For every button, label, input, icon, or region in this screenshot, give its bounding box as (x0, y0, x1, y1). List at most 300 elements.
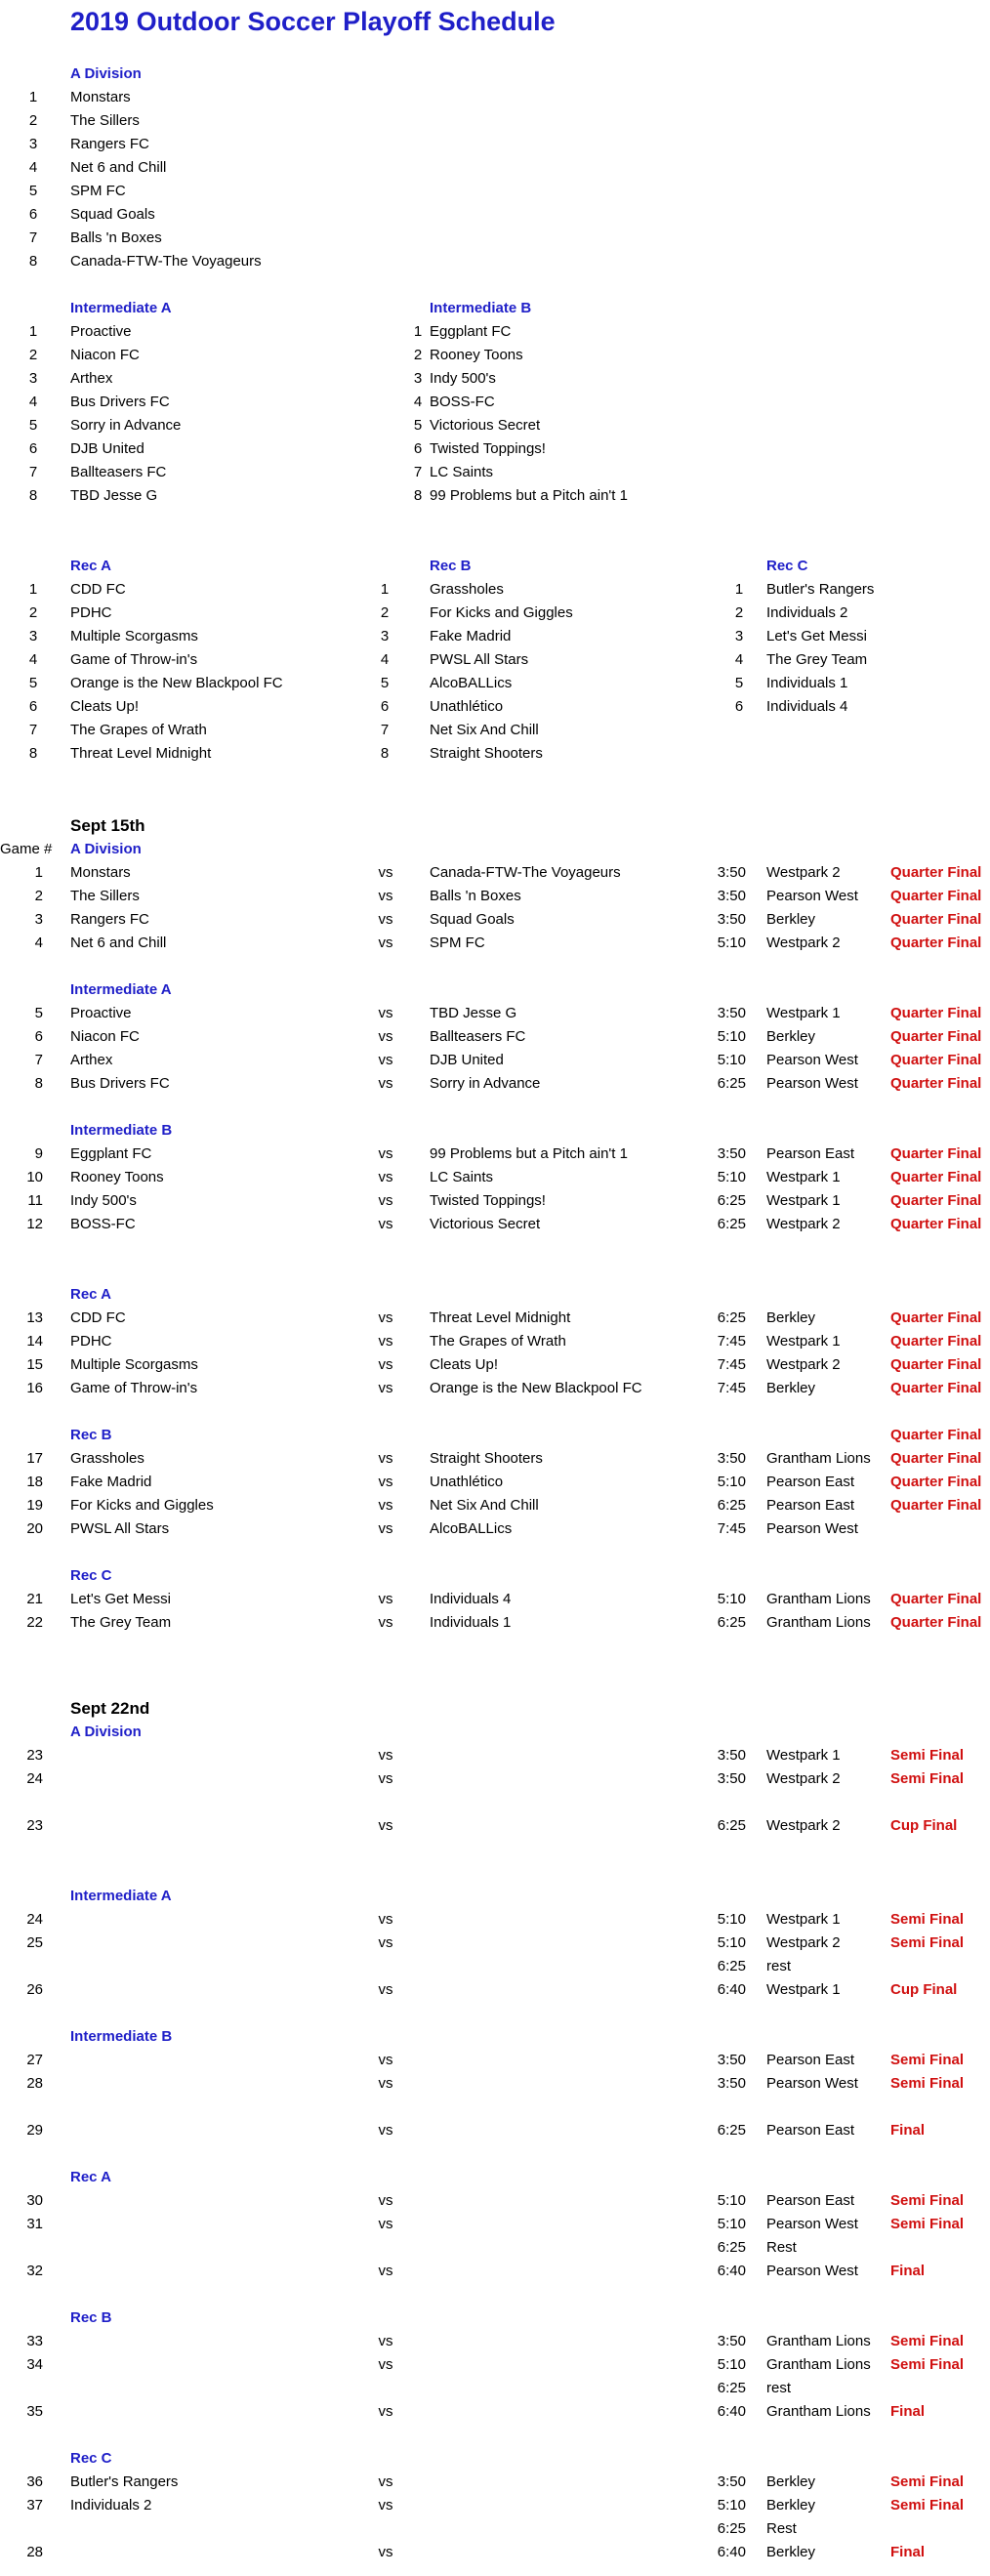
division-header: Rec B (70, 2309, 112, 2326)
vs-label: vs (378, 888, 393, 904)
vs-label: vs (378, 2263, 393, 2279)
division-header: Intermediate B (70, 2028, 173, 2045)
game-number: 27 (26, 2052, 43, 2068)
game-number: 20 (26, 1520, 43, 1537)
field-name: Grantham Lions (766, 2403, 871, 2420)
field-name: Berkley (766, 1309, 816, 1326)
game-number: 29 (26, 2122, 43, 2139)
game-time: 5:10 (717, 1934, 746, 1951)
game-time: 3:50 (717, 864, 746, 881)
home-team: Eggplant FC (70, 1145, 152, 1162)
field-name: Pearson East (766, 1497, 855, 1514)
home-team: The Sillers (70, 888, 140, 904)
game-time: 3:50 (717, 2333, 746, 2349)
game-time: 7:45 (717, 1333, 746, 1350)
game-time: 6:25 (717, 1497, 746, 1514)
field-name: Berkley (766, 2544, 816, 2560)
away-team: SPM FC (430, 935, 485, 951)
seed-number: 8 (380, 745, 390, 762)
seed-number: 8 (28, 253, 38, 270)
field-name: Westpark 2 (766, 935, 841, 951)
field-name: Westpark 2 (766, 1817, 841, 1834)
game-time: 3:50 (717, 888, 746, 904)
game-number: 24 (26, 1770, 43, 1787)
round-label: Quarter Final (890, 1427, 982, 1443)
seed-number: 4 (380, 651, 390, 668)
seed-number: 6 (734, 698, 744, 715)
game-number: 3 (34, 911, 43, 928)
round-label: Cup Final (890, 1981, 958, 1998)
field-name: Berkley (766, 1028, 816, 1045)
round-label: Semi Final (890, 2473, 965, 2490)
vs-label: vs (378, 1934, 393, 1951)
game-number: 30 (26, 2192, 43, 2209)
vs-label: vs (378, 911, 393, 928)
field-name: Grantham Lions (766, 1591, 871, 1607)
home-team: Bus Drivers FC (70, 1075, 170, 1092)
away-team: AlcoBALLics (430, 1520, 513, 1537)
home-team: Multiple Scorgasms (70, 1356, 198, 1373)
round-label: Cup Final (890, 1817, 958, 1834)
game-number: 23 (26, 1817, 43, 1834)
game-number: 31 (26, 2216, 43, 2232)
home-team: Game of Throw-in's (70, 1380, 198, 1396)
home-team: Net 6 and Chill (70, 935, 167, 951)
field-name: Westpark 1 (766, 1005, 841, 1021)
seed-number: 2 (413, 347, 423, 363)
game-number: 10 (26, 1169, 43, 1185)
game-time: 6:25 (717, 2520, 746, 2537)
home-team: The Grey Team (70, 1614, 172, 1631)
seed-team-name: LC Saints (430, 464, 494, 480)
vs-label: vs (378, 1474, 393, 1490)
away-team: The Grapes of Wrath (430, 1333, 566, 1350)
field-name: rest (766, 2380, 792, 2396)
seed-number: 6 (28, 206, 38, 223)
round-label: Semi Final (890, 1770, 965, 1787)
game-number: 17 (26, 1450, 43, 1467)
game-time: 5:10 (717, 1169, 746, 1185)
vs-label: vs (378, 1981, 393, 1998)
round-label: Quarter Final (890, 1192, 982, 1209)
vs-label: vs (378, 1216, 393, 1232)
seed-number: 7 (28, 464, 38, 480)
seed-number: 3 (28, 628, 38, 644)
game-number: 34 (26, 2356, 43, 2373)
round-label: Quarter Final (890, 864, 982, 881)
round-label: Quarter Final (890, 888, 982, 904)
vs-label: vs (378, 2075, 393, 2092)
game-time: 5:10 (717, 2356, 746, 2373)
seed-number: 6 (28, 698, 38, 715)
home-team: PWSL All Stars (70, 1520, 170, 1537)
away-team: Twisted Toppings! (430, 1192, 546, 1209)
round-label: Quarter Final (890, 1333, 982, 1350)
vs-label: vs (378, 2356, 393, 2373)
seed-number: 6 (413, 440, 423, 457)
home-team: Rangers FC (70, 911, 149, 928)
home-team: Individuals 2 (70, 2497, 152, 2514)
away-team: Net Six And Chill (430, 1497, 539, 1514)
vs-label: vs (378, 1497, 393, 1514)
division-header: Intermediate A (70, 1888, 172, 1904)
field-name: rest (766, 1958, 792, 1974)
seed-team-name: Individuals 4 (766, 698, 848, 715)
seed-number: 3 (28, 136, 38, 152)
field-name: Berkley (766, 911, 816, 928)
vs-label: vs (378, 864, 393, 881)
field-name: Westpark 2 (766, 1216, 841, 1232)
seed-team-name: Individuals 1 (766, 675, 848, 691)
seed-number: 8 (28, 745, 38, 762)
game-number: 15 (26, 1356, 43, 1373)
field-name: Berkley (766, 1380, 816, 1396)
seed-team-name: BOSS-FC (430, 394, 495, 410)
game-number-header: Game # (0, 841, 53, 857)
seed-team-name: Indy 500's (430, 370, 496, 387)
away-team: 99 Problems but a Pitch ain't 1 (430, 1145, 628, 1162)
vs-label: vs (378, 1075, 393, 1092)
game-number: 21 (26, 1591, 43, 1607)
game-time: 7:45 (717, 1520, 746, 1537)
away-team: Unathlético (430, 1474, 504, 1490)
away-team: Sorry in Advance (430, 1075, 541, 1092)
game-time: 3:50 (717, 1450, 746, 1467)
vs-label: vs (378, 2052, 393, 2068)
away-team: Ballteasers FC (430, 1028, 526, 1045)
seed-team-name: Let's Get Messi (766, 628, 867, 644)
round-label: Quarter Final (890, 1474, 982, 1490)
home-team: Monstars (70, 864, 131, 881)
round-label: Semi Final (890, 1747, 965, 1764)
seed-number: 7 (413, 464, 423, 480)
seed-team-name: Game of Throw-in's (70, 651, 198, 668)
round-label: Quarter Final (890, 1591, 982, 1607)
seed-number: 7 (28, 229, 38, 246)
field-name: Westpark 1 (766, 1911, 841, 1928)
round-label: Final (890, 2544, 926, 2560)
division-header: A Division (70, 65, 142, 82)
field-name: Westpark 1 (766, 1981, 841, 1998)
away-team: Canada-FTW-The Voyageurs (430, 864, 621, 881)
division-header: Rec A (70, 1286, 111, 1303)
home-team: Niacon FC (70, 1028, 140, 1045)
seed-number: 1 (28, 581, 38, 598)
seed-team-name: Squad Goals (70, 206, 155, 223)
seed-team-name: SPM FC (70, 183, 126, 199)
seed-team-name: For Kicks and Giggles (430, 604, 573, 621)
division-header: Rec C (70, 2450, 112, 2467)
seed-team-name: Rooney Toons (430, 347, 523, 363)
game-number: 12 (26, 1216, 43, 1232)
field-name: Pearson East (766, 2052, 855, 2068)
vs-label: vs (378, 1028, 393, 1045)
seed-team-name: Unathlético (430, 698, 504, 715)
game-time: 6:25 (717, 1614, 746, 1631)
seed-team-name: Straight Shooters (430, 745, 543, 762)
division-header: Rec A (70, 558, 111, 574)
seed-team-name: Cleats Up! (70, 698, 140, 715)
field-name: Pearson West (766, 2216, 858, 2232)
home-team: Let's Get Messi (70, 1591, 171, 1607)
game-number: 23 (26, 1747, 43, 1764)
game-time: 5:10 (717, 1591, 746, 1607)
game-number: 32 (26, 2263, 43, 2279)
seed-team-name: PDHC (70, 604, 112, 621)
vs-label: vs (378, 2122, 393, 2139)
field-name: Pearson West (766, 888, 858, 904)
vs-label: vs (378, 1591, 393, 1607)
seed-team-name: Fake Madrid (430, 628, 512, 644)
away-team: DJB United (430, 1052, 504, 1068)
seed-number: 5 (28, 675, 38, 691)
game-time: 3:50 (717, 1005, 746, 1021)
round-label: Semi Final (890, 2192, 965, 2209)
seed-team-name: Butler's Rangers (766, 581, 875, 598)
game-number: 25 (26, 1934, 43, 1951)
game-time: 6:25 (717, 1309, 746, 1326)
home-team: BOSS-FC (70, 1216, 136, 1232)
round-label: Quarter Final (890, 935, 982, 951)
date-heading: Sept 22nd (70, 1699, 150, 1718)
vs-label: vs (378, 2544, 393, 2560)
game-time: 3:50 (717, 1145, 746, 1162)
seed-number: 5 (380, 675, 390, 691)
division-header: Intermediate B (430, 300, 532, 316)
vs-label: vs (378, 1770, 393, 1787)
seed-team-name: Twisted Toppings! (430, 440, 546, 457)
field-name: Pearson East (766, 1474, 855, 1490)
round-label: Quarter Final (890, 1450, 982, 1467)
vs-label: vs (378, 2192, 393, 2209)
vs-label: vs (378, 2473, 393, 2490)
vs-label: vs (378, 2333, 393, 2349)
home-team: Indy 500's (70, 1192, 137, 1209)
game-time: 6:40 (717, 2544, 746, 2560)
game-number: 8 (34, 1075, 43, 1092)
home-team: CDD FC (70, 1309, 126, 1326)
round-label: Semi Final (890, 1911, 965, 1928)
game-time: 6:25 (717, 2122, 746, 2139)
game-time: 5:10 (717, 1474, 746, 1490)
vs-label: vs (378, 2497, 393, 2514)
field-name: Berkley (766, 2473, 816, 2490)
seed-team-name: TBD Jesse G (70, 487, 158, 504)
game-time: 6:25 (717, 1958, 746, 1974)
game-time: 5:10 (717, 1052, 746, 1068)
seed-team-name: DJB United (70, 440, 144, 457)
round-label: Quarter Final (890, 1216, 982, 1232)
field-name: Pearson East (766, 2122, 855, 2139)
home-team: Grassholes (70, 1450, 144, 1467)
field-name: Grantham Lions (766, 2333, 871, 2349)
game-time: 5:10 (717, 1911, 746, 1928)
game-time: 3:50 (717, 1770, 746, 1787)
game-number: 14 (26, 1333, 43, 1350)
round-label: Quarter Final (890, 1309, 982, 1326)
seed-number: 4 (28, 394, 38, 410)
seed-number: 5 (28, 183, 38, 199)
seed-number: 6 (380, 698, 390, 715)
game-time: 3:50 (717, 2075, 746, 2092)
seed-team-name: AlcoBALLics (430, 675, 513, 691)
seed-team-name: The Sillers (70, 112, 140, 129)
game-time: 6:25 (717, 2380, 746, 2396)
round-label: Quarter Final (890, 911, 982, 928)
round-label: Quarter Final (890, 1380, 982, 1396)
round-label: Semi Final (890, 2075, 965, 2092)
round-label: Semi Final (890, 2497, 965, 2514)
seed-team-name: 99 Problems but a Pitch ain't 1 (430, 487, 628, 504)
game-number: 16 (26, 1380, 43, 1396)
round-label: Quarter Final (890, 1052, 982, 1068)
vs-label: vs (378, 1817, 393, 1834)
game-time: 5:10 (717, 2192, 746, 2209)
away-team: Balls 'n Boxes (430, 888, 521, 904)
home-team: For Kicks and Giggles (70, 1497, 214, 1514)
game-number: 13 (26, 1309, 43, 1326)
round-label: Semi Final (890, 2356, 965, 2373)
game-number: 37 (26, 2497, 43, 2514)
seed-number: 8 (413, 487, 423, 504)
field-name: Grantham Lions (766, 2356, 871, 2373)
seed-number: 4 (28, 159, 38, 176)
seed-number: 8 (28, 487, 38, 504)
game-number: 22 (26, 1614, 43, 1631)
home-team: Butler's Rangers (70, 2473, 179, 2490)
vs-label: vs (378, 1169, 393, 1185)
vs-label: vs (378, 1450, 393, 1467)
seed-team-name: Niacon FC (70, 347, 140, 363)
seed-team-name: Orange is the New Blackpool FC (70, 675, 283, 691)
seed-team-name: The Grey Team (766, 651, 868, 668)
seed-number: 5 (734, 675, 744, 691)
field-name: Westpark 2 (766, 864, 841, 881)
seed-team-name: Rangers FC (70, 136, 149, 152)
away-team: Individuals 1 (430, 1614, 512, 1631)
vs-label: vs (378, 1520, 393, 1537)
round-label: Quarter Final (890, 1614, 982, 1631)
field-name: Westpark 1 (766, 1192, 841, 1209)
seed-team-name: Sorry in Advance (70, 417, 182, 434)
seed-number: 1 (734, 581, 744, 598)
game-time: 6:40 (717, 1981, 746, 1998)
seed-number: 2 (28, 112, 38, 129)
division-header: Rec B (430, 558, 472, 574)
seed-number: 3 (28, 370, 38, 387)
game-number: 18 (26, 1474, 43, 1490)
field-name: Westpark 1 (766, 1333, 841, 1350)
vs-label: vs (378, 935, 393, 951)
division-header: Rec C (70, 1567, 112, 1584)
seed-number: 5 (413, 417, 423, 434)
seed-number: 1 (380, 581, 390, 598)
seed-team-name: Grassholes (430, 581, 504, 598)
seed-number: 3 (380, 628, 390, 644)
field-name: Pearson West (766, 2263, 858, 2279)
round-label: Quarter Final (890, 1075, 982, 1092)
seed-number: 4 (413, 394, 423, 410)
vs-label: vs (378, 1911, 393, 1928)
seed-number: 7 (28, 722, 38, 738)
vs-label: vs (378, 2403, 393, 2420)
game-number: 26 (26, 1981, 43, 1998)
home-team: Proactive (70, 1005, 132, 1021)
seed-team-name: Monstars (70, 89, 131, 105)
seed-number: 3 (413, 370, 423, 387)
round-label: Final (890, 2403, 926, 2420)
game-time: 3:50 (717, 2473, 746, 2490)
round-label: Final (890, 2122, 926, 2139)
game-number: 35 (26, 2403, 43, 2420)
seed-team-name: Threat Level Midnight (70, 745, 212, 762)
game-number: 33 (26, 2333, 43, 2349)
round-label: Semi Final (890, 1934, 965, 1951)
game-time: 7:45 (717, 1356, 746, 1373)
page-title: 2019 Outdoor Soccer Playoff Schedule (70, 7, 556, 36)
round-label: Quarter Final (890, 1005, 982, 1021)
seed-number: 1 (28, 323, 38, 340)
vs-label: vs (378, 1005, 393, 1021)
game-time: 6:25 (717, 1216, 746, 1232)
date-heading: Sept 15th (70, 816, 145, 835)
seed-number: 2 (28, 347, 38, 363)
seed-number: 4 (734, 651, 744, 668)
away-team: Threat Level Midnight (430, 1309, 571, 1326)
seed-team-name: Eggplant FC (430, 323, 512, 340)
game-time: 6:25 (717, 1192, 746, 1209)
game-time: 3:50 (717, 911, 746, 928)
seed-number: 3 (734, 628, 744, 644)
home-team: PDHC (70, 1333, 112, 1350)
round-label: Semi Final (890, 2216, 965, 2232)
seed-team-name: Proactive (70, 323, 132, 340)
vs-label: vs (378, 1747, 393, 1764)
field-name: Pearson West (766, 2075, 858, 2092)
division-header: Rec A (70, 2169, 111, 2185)
vs-label: vs (378, 1614, 393, 1631)
seed-number: 4 (28, 651, 38, 668)
vs-label: vs (378, 1309, 393, 1326)
game-number: 2 (34, 888, 43, 904)
away-team: LC Saints (430, 1169, 494, 1185)
away-team: Straight Shooters (430, 1450, 543, 1467)
away-team: Cleats Up! (430, 1356, 499, 1373)
game-number: 4 (34, 935, 43, 951)
game-time: 6:40 (717, 2403, 746, 2420)
field-name: Berkley (766, 2497, 816, 2514)
game-number: 36 (26, 2473, 43, 2490)
away-team: Squad Goals (430, 911, 515, 928)
round-label: Quarter Final (890, 1028, 982, 1045)
division-header: A Division (70, 1724, 142, 1740)
vs-label: vs (378, 1356, 393, 1373)
game-time: 5:10 (717, 2216, 746, 2232)
division-header: Intermediate A (70, 300, 172, 316)
game-number: 24 (26, 1911, 43, 1928)
field-name: Pearson West (766, 1520, 858, 1537)
field-name: Westpark 2 (766, 1356, 841, 1373)
vs-label: vs (378, 1052, 393, 1068)
seed-number: 6 (28, 440, 38, 457)
seed-team-name: Multiple Scorgasms (70, 628, 198, 644)
seed-team-name: The Grapes of Wrath (70, 722, 207, 738)
seed-team-name: PWSL All Stars (430, 651, 529, 668)
seed-number: 2 (28, 604, 38, 621)
round-label: Semi Final (890, 2052, 965, 2068)
seed-number: 5 (28, 417, 38, 434)
seed-team-name: Ballteasers FC (70, 464, 167, 480)
